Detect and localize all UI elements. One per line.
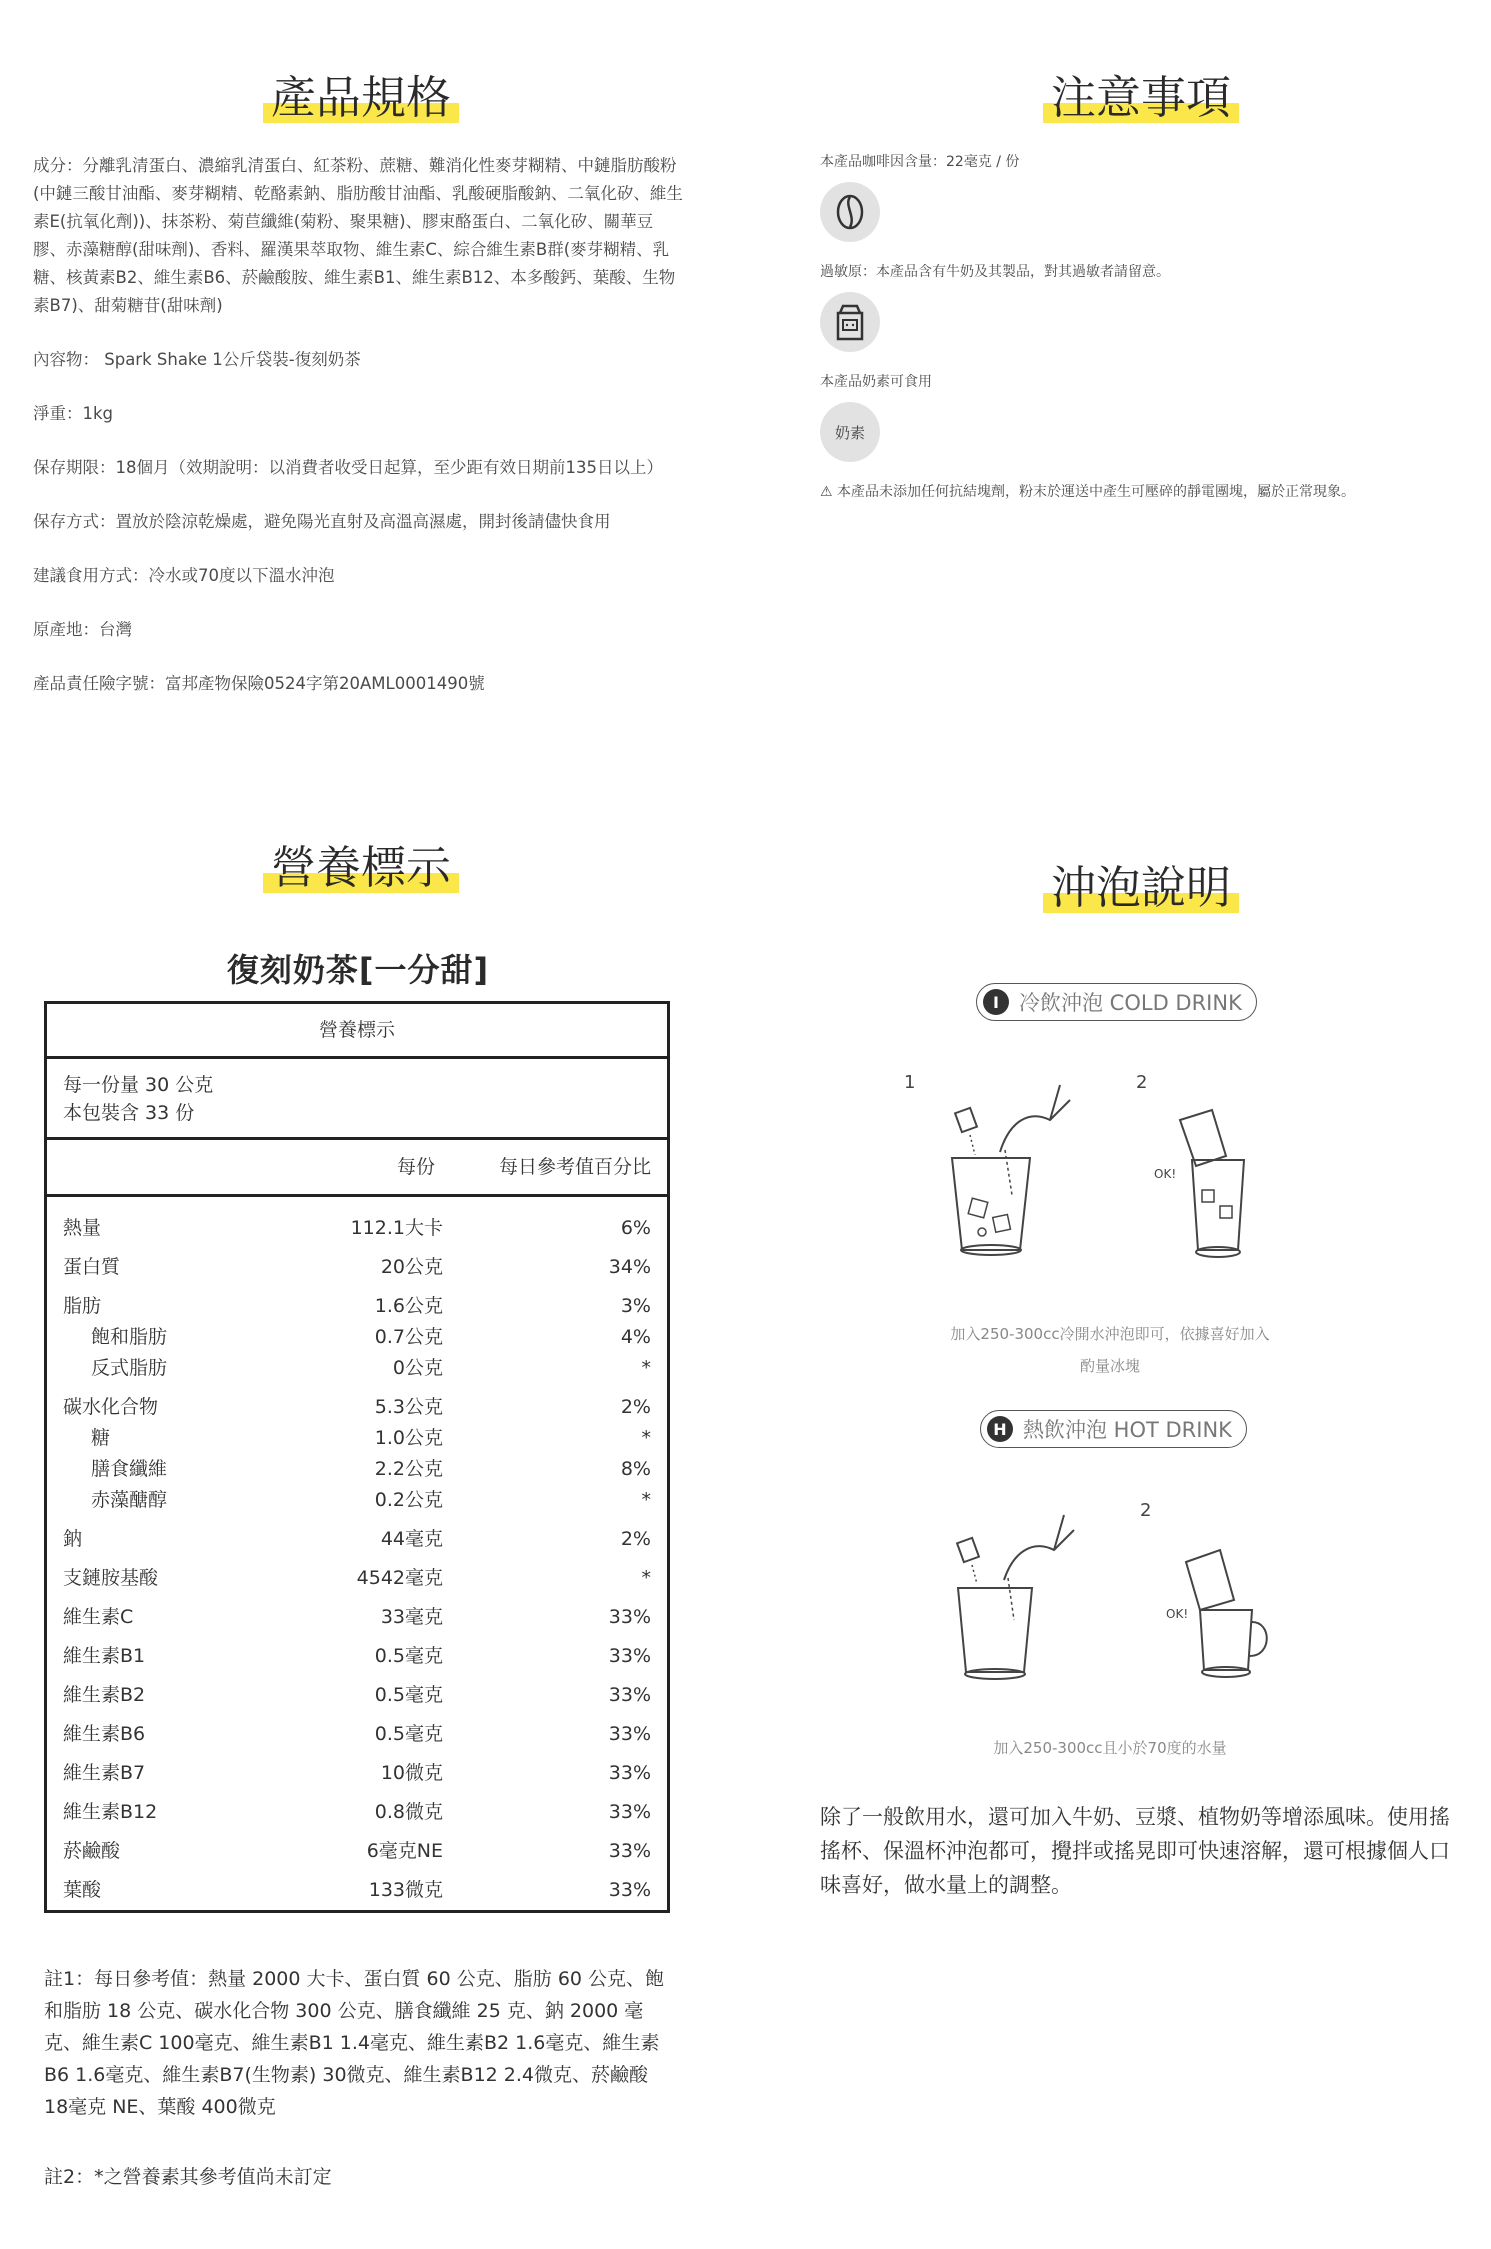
nutrient-group — [47, 1715, 667, 1754]
nutrient-per-serving: 0.5毫克 — [374, 1723, 443, 1745]
nutrient-per-serving: 2.2公克 — [374, 1458, 443, 1480]
spec-ingredients: 成分：分離乳清蛋白、濃縮乳清蛋白、紅茶粉、蔗糖、難消化性麥芽糊精、中鏈脂肪酸粉(中鏈三酸甘油酯、麥芽糊精、乾酪素鈉、脂肪酸甘油酯、乳酸硬脂酸鈉、二氧化矽、維生素E(抗氧化劑))、抹茶粉、菊苣纖維(菊粉、聚果糖)、膠束酪蛋白、二氧化矽、關華豆膠、赤藻糖醇(甜味劑)、香料、羅漢果萃取物、維生素C、綜合維生素B群(麥芽糊精、乳糖、核黃素B2、維生素B6、菸鹼酸胺、維生素B1、維生素B12、本多酸鈣、葉酸、生物素B7)、甜菊糖苷(甜味劑) — [33, 156, 683, 315]
cold-drink-illustration — [930, 1080, 1290, 1260]
nutrient-row — [47, 1454, 667, 1485]
nutrient-row — [47, 1641, 667, 1672]
nutrient-group — [47, 1520, 667, 1559]
nutrient-group — [47, 1209, 667, 1248]
spec-shelf-life: 保存期限：18個月（效期說明：以消費者收受日起算，至少距有效日期前135日以上） — [33, 458, 663, 477]
nutrient-per-serving: 44毫克 — [380, 1528, 443, 1550]
nutrient-daily-value: 8% — [620, 1458, 651, 1480]
nutrient-per-serving: 0.5毫克 — [374, 1645, 443, 1667]
nutrient-name: 膳食纖維 — [91, 1458, 168, 1480]
nutrient-row — [47, 1797, 667, 1828]
nutrient-per-serving: 112.1大卡 — [350, 1217, 443, 1239]
cold-step-2: 2 — [1136, 1072, 1148, 1093]
nutrient-daily-value: 33% — [608, 1684, 651, 1706]
nutrient-row — [47, 1322, 667, 1353]
vegetarian-note: 本產品奶素可食用 — [820, 374, 932, 390]
nutrient-name: 蛋白質 — [63, 1256, 121, 1278]
nutrient-daily-value: * — [641, 1567, 651, 1589]
nutrient-row — [47, 1213, 667, 1244]
brew-header: 沖泡說明 — [1043, 858, 1239, 918]
col-per-serving: 每份 — [397, 1156, 436, 1178]
spec-contents: 內容物： Spark Shake 1公斤袋裝-復刻奶茶 — [33, 350, 361, 369]
nutrient-daily-value: 33% — [608, 1879, 651, 1901]
nutrient-per-serving: 0.8微克 — [374, 1801, 443, 1823]
nutrient-per-serving: 133微克 — [368, 1879, 443, 1901]
product-title: 復刻奶茶[一分甜] — [226, 951, 490, 989]
coffee-bean-icon — [820, 182, 880, 242]
nutrient-daily-value: 33% — [608, 1645, 651, 1667]
footnote-1: 註1：每日參考值：熱量 2000 大卡、蛋白質 60 公克、脂肪 60 公克、飽和脂肪 18 公克、碳水化合物 300 公克、膳食纖維 25 克、鈉 2000 毫克、維生素C 100毫克、維生素B1 1.4毫克、維生素B2 1.6毫克、維生素B6 1.6毫克、維生素B7(生物素) 30微克、維生素B12 2.4微克、菸鹼酸 18毫克 NE、葉酸 400微克 — [44, 1968, 665, 2118]
nutrient-daily-value: 6% — [620, 1217, 651, 1239]
cold-caption-line-2: 酌量冰塊 — [1079, 1357, 1140, 1375]
nutrient-row — [47, 1392, 667, 1423]
hot-ok-text: OK! — [1166, 1607, 1189, 1621]
nutrient-name: 葉酸 — [63, 1879, 102, 1901]
nutrient-per-serving: 20公克 — [380, 1256, 443, 1278]
footnote-2: 註2：*之營養素其參考值尚未訂定 — [44, 2166, 332, 2188]
nutrient-daily-value: 2% — [620, 1528, 651, 1550]
nutrient-daily-value: 33% — [608, 1840, 651, 1862]
nutrient-daily-value: * — [641, 1357, 651, 1379]
nutrition-table-title: 營養標示 — [47, 1004, 667, 1059]
nutrient-rows — [47, 1197, 667, 1910]
nutrient-daily-value: 2% — [620, 1396, 651, 1418]
nutrient-row — [47, 1758, 667, 1789]
nutrient-name: 維生素B2 — [63, 1684, 146, 1706]
spec-net-weight: 淨重：1kg — [33, 404, 114, 423]
milk-carton-icon — [820, 292, 880, 352]
nutrient-row — [47, 1252, 667, 1283]
cold-caption-line-1: 加入250-300cc冷開水沖泡即可，依據喜好加入 — [950, 1325, 1270, 1343]
hot-badge: H — [987, 1416, 1013, 1442]
cold-step-1: 1 — [904, 1072, 916, 1093]
caffeine-note: 本產品咖啡因含量：22毫克 / 份 — [820, 154, 1020, 170]
nutrient-group — [47, 1287, 667, 1388]
product-specs — [33, 152, 683, 724]
spec-origin: 原產地：台灣 — [33, 620, 132, 639]
nutrient-group — [47, 1637, 667, 1676]
cold-caption — [900, 1318, 1320, 1382]
nutrient-name: 維生素B12 — [63, 1801, 158, 1823]
nutrient-group — [47, 1676, 667, 1715]
cold-ok-text: OK! — [1154, 1167, 1177, 1181]
nutrient-daily-value: * — [641, 1489, 651, 1511]
nutrient-daily-value: * — [641, 1427, 651, 1449]
nutrient-name: 維生素C — [63, 1606, 134, 1628]
nutrient-daily-value: 33% — [608, 1606, 651, 1628]
nutrient-per-serving: 0.2公克 — [374, 1489, 443, 1511]
nutrient-per-serving: 4542毫克 — [356, 1567, 443, 1589]
nutrient-name: 維生素B7 — [63, 1762, 146, 1784]
serving-size: 每一份量 30 公克 — [63, 1074, 214, 1096]
nutrition-header: 營養標示 — [263, 838, 459, 898]
nutrient-row — [47, 1563, 667, 1594]
cold-drink-label: 冷飲沖泡 COLD DRINK — [1019, 991, 1242, 1015]
hot-drink-illustration — [930, 1510, 1290, 1690]
anti-caking-warning: ⚠ 本產品未添加任何抗結塊劑，粉末於運送中產生可壓碎的靜電團塊，屬於正常現象。 — [820, 484, 1355, 500]
col-daily-value: 每日參考值百分比 — [498, 1156, 651, 1178]
nutrient-row — [47, 1423, 667, 1454]
nutrient-group — [47, 1754, 667, 1793]
specs-header: 產品規格 — [263, 68, 459, 128]
nutrient-name: 鈉 — [63, 1528, 83, 1550]
nutrient-row — [47, 1291, 667, 1322]
nutrient-row — [47, 1353, 667, 1384]
nutrient-daily-value: 33% — [608, 1723, 651, 1745]
nutrient-name: 赤藻醣醇 — [91, 1489, 168, 1511]
nutrient-row — [47, 1836, 667, 1867]
spec-storage: 保存方式：置放於陰涼乾燥處，避免陽光直射及高溫高濕處，開封後請儘快食用 — [33, 512, 611, 531]
nutrient-group — [47, 1388, 667, 1520]
nutrient-daily-value: 4% — [620, 1326, 651, 1348]
nutrient-per-serving: 10微克 — [380, 1762, 443, 1784]
hot-caption: 加入250-300cc且小於70度的水量 — [993, 1739, 1227, 1757]
allergen-note: 過敏原：本產品含有牛奶及其製品，對其過敏者請留意。 — [820, 264, 1170, 280]
nutrient-name: 維生素B1 — [63, 1645, 146, 1667]
cold-drink-pill — [976, 983, 1257, 1021]
nutrient-per-serving: 0公克 — [392, 1357, 443, 1379]
nutrient-row — [47, 1485, 667, 1516]
serving-info — [47, 1059, 667, 1140]
nutrient-group — [47, 1248, 667, 1287]
nutrient-per-serving: 1.0公克 — [374, 1427, 443, 1449]
nutrient-per-serving: 33毫克 — [380, 1606, 443, 1628]
nutrient-name: 菸鹼酸 — [63, 1840, 121, 1862]
milk-vegetarian-icon — [820, 402, 880, 462]
vegetarian-icon-label: 奶素 — [834, 423, 865, 442]
spec-insurance: 產品責任險字號：富邦產物保險0524字第20AML0001490號 — [33, 674, 485, 693]
nutrition-table — [44, 1001, 670, 1913]
nutrient-per-serving: 5.3公克 — [374, 1396, 443, 1418]
nutrient-name: 反式脂肪 — [91, 1357, 168, 1379]
nutrient-group — [47, 1832, 667, 1871]
nutrient-row — [47, 1524, 667, 1555]
nutrient-name: 支鏈胺基酸 — [63, 1567, 159, 1589]
nutrient-group — [47, 1793, 667, 1832]
nutrient-name: 碳水化合物 — [63, 1396, 159, 1418]
nutrient-daily-value: 34% — [608, 1256, 651, 1278]
column-headers — [47, 1140, 667, 1197]
nutrient-name: 飽和脂肪 — [91, 1326, 168, 1348]
nutrient-group — [47, 1871, 667, 1910]
nutrient-per-serving: 6毫克NE — [366, 1840, 443, 1862]
nutrient-name: 糖 — [91, 1427, 111, 1449]
hot-drink-pill — [980, 1410, 1247, 1448]
nutrient-daily-value: 33% — [608, 1762, 651, 1784]
nutrient-row — [47, 1719, 667, 1750]
nutrient-name: 脂肪 — [63, 1295, 102, 1317]
nutrition-footnotes — [44, 1963, 674, 2231]
nutrient-daily-value: 33% — [608, 1801, 651, 1823]
nutrient-daily-value: 3% — [620, 1295, 651, 1317]
notes-header: 注意事項 — [1043, 68, 1239, 128]
hot-drink-label: 熱飲沖泡 HOT DRINK — [1023, 1418, 1232, 1442]
servings-per-package: 本包裝含 33 份 — [63, 1102, 195, 1124]
spec-usage: 建議食用方式：冷水或70度以下溫水沖泡 — [33, 566, 335, 585]
nutrient-per-serving: 0.5毫克 — [374, 1684, 443, 1706]
nutrient-group — [47, 1598, 667, 1637]
nutrient-row — [47, 1680, 667, 1711]
nutrient-row — [47, 1602, 667, 1633]
nutrient-per-serving: 0.7公克 — [374, 1326, 443, 1348]
nutrient-group — [47, 1559, 667, 1598]
hot-step-2: 2 — [1140, 1500, 1152, 1521]
nutrient-per-serving: 1.6公克 — [374, 1295, 443, 1317]
nutrient-row — [47, 1875, 667, 1906]
notes-section — [820, 152, 1460, 502]
nutrient-name: 熱量 — [63, 1217, 102, 1239]
brew-description: 除了一般飲用水，還可加入牛奶、豆漿、植物奶等增添風味。使用搖搖杯、保溫杯沖泡都可，攪拌或搖晃即可快速溶解，還可根據個人口味喜好，做水量上的調整。 — [820, 1805, 1450, 1897]
cold-badge: I — [983, 989, 1009, 1015]
nutrient-name: 維生素B6 — [63, 1723, 146, 1745]
